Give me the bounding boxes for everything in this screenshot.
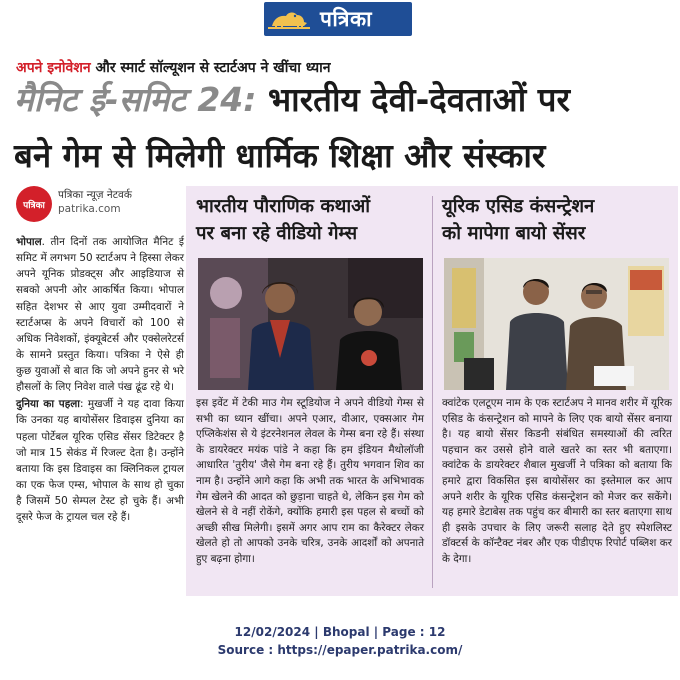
masthead [264,2,412,36]
footer-date-line: 12/02/2024 | Bhopal | Page : 12 [234,625,446,639]
headline-line-1 [14,80,570,120]
byline-site: patrika.com [58,203,121,215]
panel-divider [432,196,433,588]
section-b-body: क्वांटेक एलटूएम नाम के एक स्टार्टअप ने मानव शरीर में यूरिक एसिड के कंसन्ट्रेशन को मापने के लिए एक बायो सेंसर बनाया है। यह बायो सेंसर किडनी संबंधित समस्याओं की त्वरित पहचान कर उससे होने वाले खतरे का स्तर भी बताएगा। क्वांटेक के डायरेक्टर शैबाल मुखर्जी ने पत्रिका को बताया कि हमारे द्वारा विकसित इस बायोसेंसर का इस्तेमाल कर आप अपने शरीर के यूरिक एसिड कंसन्ट्रेशन को मेजर कर सकेंगे। यह हमारे डेटाबेस तक पहुंच कर बीमारी का स्तर बताएगा साथ ही इसके उपचार के लिए जरूरी सलाह देते हुए स्पेशलिस्ट डॉक्टर्स के कॉन्टैक्ट नंबर और एक पीडीएफ रिपोर्ट पब्लिश कर के देगा। [442,397,672,566]
section-a-body: इस इवेंट में टेकी माउ गेम स्टूडियोज ने अपने वीडियो गेम्स से सभी का ध्यान खींचा। अपने एआर, वीआर, एक्सआर गेम एप्लिकेशंस से ये इंटरनेशनल लेवल के गेम्स बना रहे हैं। संस्था के डायरेक्टर मयंक पांडे ने कहा कि हम इंडियन मैथोलॉजी आधारित 'तुरीय' जैसे गेम बना रहे हैं। तुरीय भगवान शिव का नाम है। उन्होंने आगे कहा कि अभी तक भारत के अभिभावक गेम खेलने की आदत को छुड़ाना चाहते थे, लेकिन इस गेम को खेलने से वे नहीं रोकेंगे, क्योंकि हमारी इस पहल से बच्चों को अच्छी सीख मिलेगी। इसमें अगर आप राम का कैरेक्टर लेकर खेलते हो तो आपको उनके चरित्र, उनके आदर्शों को अपनाते हुए बढ़ना होगा। [196,397,424,566]
paragraph-text: . तीन दिनों तक आयोजित मैनिट ई समिट में लगभग 50 स्टार्टअप ने हिस्सा लेकर अपने यूनिक प्रोडक्ट्स और आइडियाज से सबको अपनी ओर आकर्षित किया। भोपाल सहित देशभर से आए युवा उम्मीदवारों ने स्टार्टअप्स के अपने विचारों को 100 से अधिक निवेशकों, इंक्यूबेटर्स और एक्सेलरेटर्स के सामने प्रस्तुत किया। पत्रिका ने ऐसे ही कुछ युवाओं से बात कि जो अपने हुनर से भरे हौसलों के लिए निवेश वाले पंख ढूंढ रहे थे। [16,236,184,394]
byline-logo: पत्रिका [16,186,52,222]
left-paragraph [16,234,184,395]
paragraph-lead: दुनिया का पहला [16,398,80,411]
section-a-photo [198,258,423,390]
paragraph-text: : मुखर्जी ने यह दावा किया कि उनका यह बायोसेंसर डिवाइस दुनिया का पहला पोर्टेबल यूरिक एसिड सेंसर डिटेक्टर है जो मात्र 15 सेकंड में रिजल्ट देता है। उन्होंने बताया कि इस डिवाइस का क्लिनिकल ट्रायल का एक फेज एम्स, भोपाल के साथ हो चुका है जिसमें 50 सेम्पल टेस्ट हो चुके हैं। अभी दूसरे फेज के ट्रायल चल रहे हैं। [16,398,184,524]
left-paragraph [16,396,184,525]
lion-logo-icon [264,2,314,36]
section-b-heading-line1: यूरिक एसिड कंसन्ट्रेशन [442,196,595,217]
section-a-heading [196,194,370,248]
kicker-rest: और स्मार्ट सॉल्यूशन से स्टार्टअप ने खींचा ध्यान [90,60,331,76]
paragraph-lead: भोपाल [16,236,42,248]
headline-line-2: बने गेम से मिलेगी धार्मिक शिक्षा और संस्कार [14,136,546,175]
masthead-title: पत्रिका [320,7,373,31]
section-b-heading-line2: को मापेगा बायो सेंसर [442,222,586,244]
footer-source-line: Source : https://epaper.patrika.com/ [217,643,463,657]
section-a-heading-line2: पर बना रहे वीडियो गेम्स [196,222,358,244]
left-column-text [16,234,184,526]
section-b-photo [444,258,669,390]
kicker-highlight: अपने इनोवेशन [16,60,91,76]
headline-series: मैनिट ई-समिट 24: [14,80,257,119]
headline-line1-text: भारतीय देवी-देवताओं पर [256,80,570,119]
byline-name: पत्रिका न्यूज़ नेटवर्क [58,189,132,201]
section-b-heading [442,194,594,248]
section-a-heading-line1: भारतीय पौराणिक कथाओं [196,196,371,217]
kicker [16,58,331,77]
